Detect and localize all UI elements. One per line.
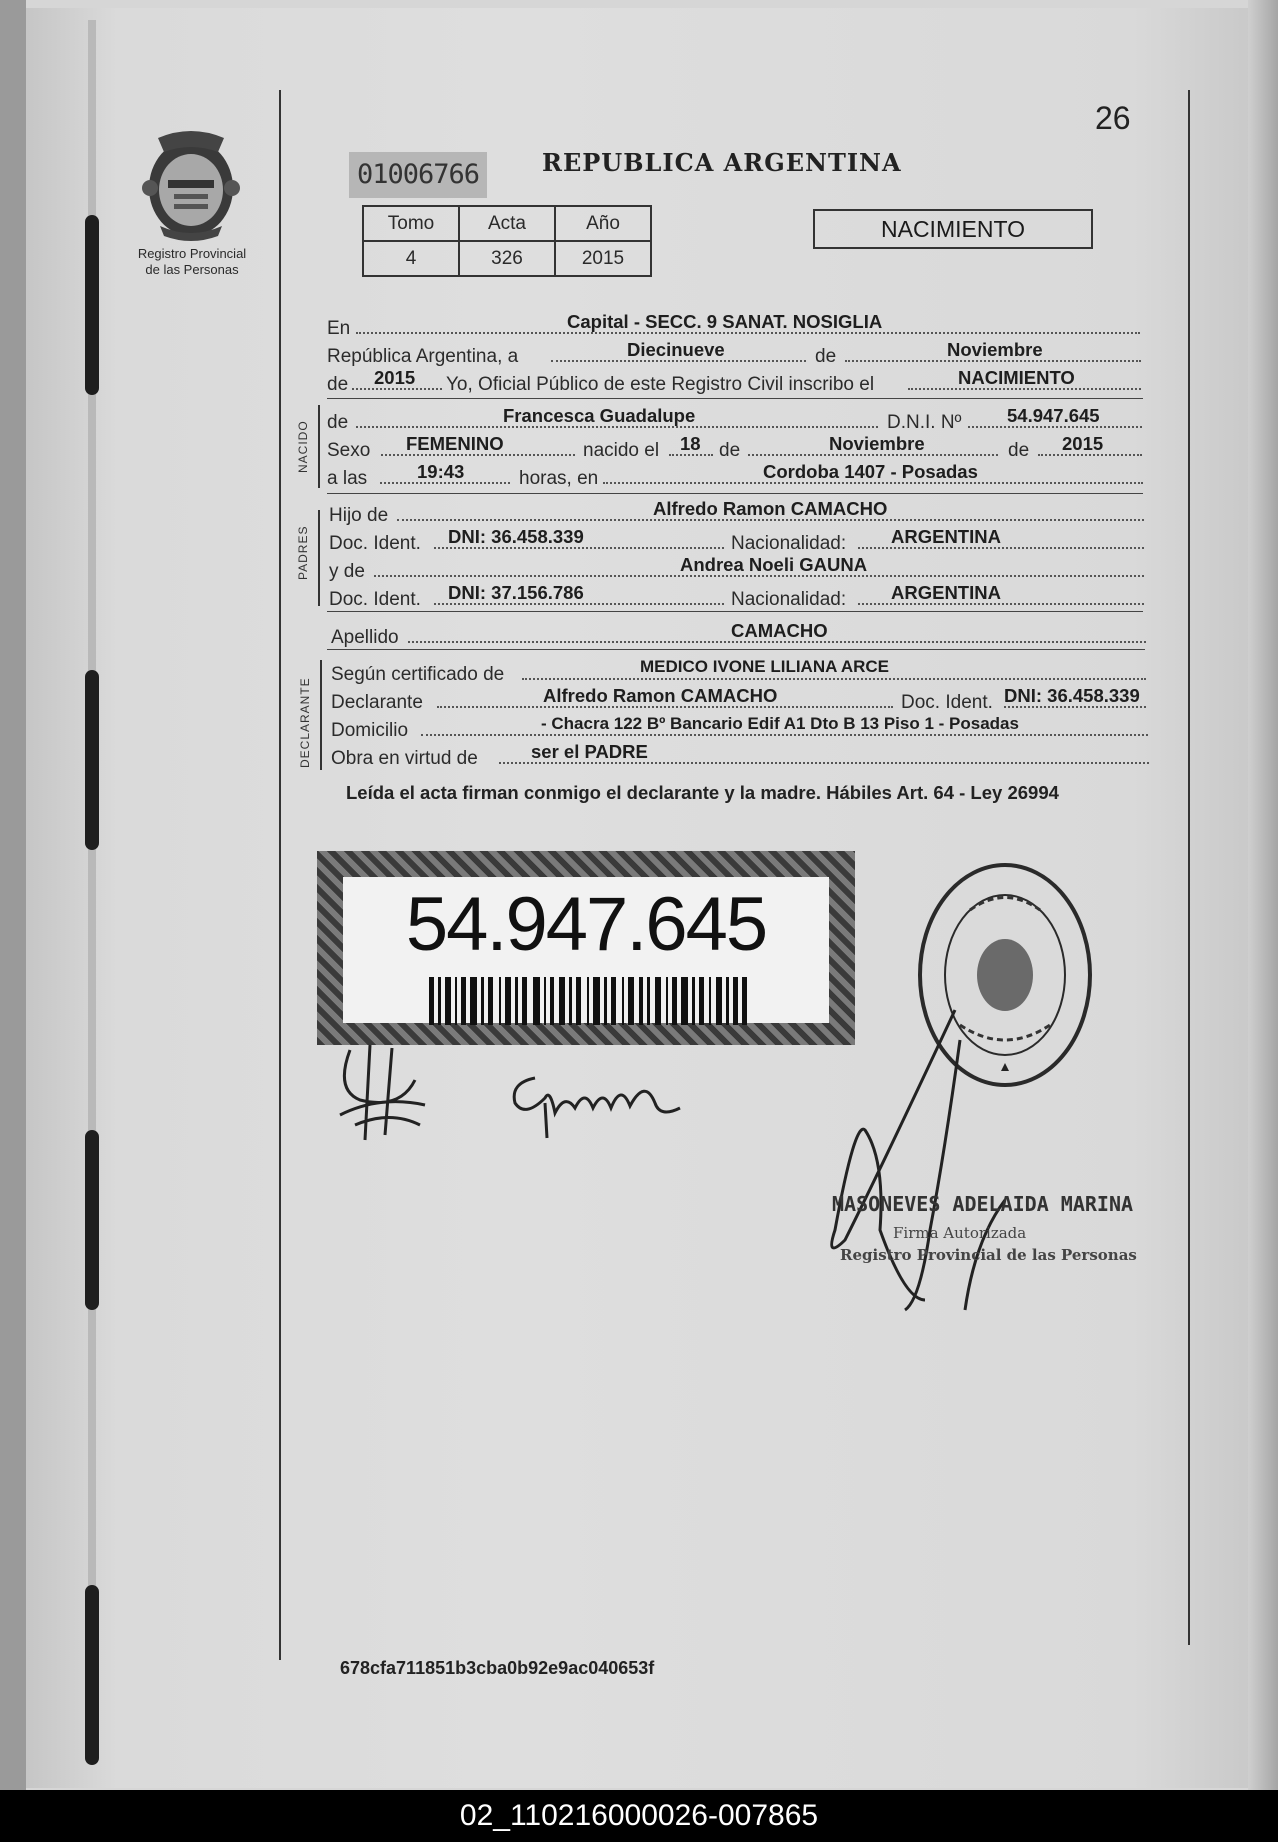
nacido-el-label: nacido el: [583, 440, 660, 461]
record-type-box: NACIMIENTO: [813, 209, 1093, 249]
oficial-text: Yo, Oficial Público de este Registro Civil inscribo el: [446, 374, 875, 395]
sexo-value: FEMENINO: [406, 433, 504, 454]
document-hash: 678cfa711851b3cba0b92e9ac040653f: [340, 1658, 655, 1678]
declarante-label: Declarante: [331, 692, 423, 713]
registrar-signature: [330, 1040, 430, 1150]
section-divider: [327, 398, 1143, 399]
tomo-acta-table: [362, 205, 652, 277]
birth-year-value: 2015: [1062, 433, 1104, 454]
page-number: 26: [1095, 100, 1131, 136]
registry-caption: Registro Provincial de las Personas: [137, 246, 247, 277]
de-label: de: [327, 412, 349, 433]
nacionalidad-label: Nacionalidad:: [731, 533, 847, 554]
page-edge: [1248, 0, 1278, 1790]
nacido-section-label: NACIDO: [296, 420, 310, 473]
table-header: Tomo: [363, 206, 459, 241]
section-divider: [327, 649, 1145, 650]
dni-label: D.N.I. Nº: [887, 412, 962, 433]
table-cell: 326: [459, 241, 555, 276]
binding-stitch: [85, 215, 99, 395]
y-de-label: y de: [329, 561, 365, 582]
de-label: de: [1008, 440, 1030, 461]
binding-stitch: [85, 1585, 99, 1765]
year-value: 2015: [374, 367, 416, 388]
dotted-line: [421, 734, 1148, 736]
place-value: Capital - SECC. 9 SANAT. NOSIGLIA: [567, 311, 883, 332]
form-right-border: [1188, 90, 1190, 1645]
section-bar: [318, 510, 320, 606]
doc-ident-label: Doc. Ident.: [329, 589, 421, 610]
birth-month-value: Noviembre: [829, 433, 925, 454]
republica-label: República Argentina, a: [327, 346, 519, 367]
table-header: Año: [555, 206, 651, 241]
mother-name-value: Andrea Noeli GAUNA: [680, 554, 868, 575]
nacionalidad-label: Nacionalidad:: [731, 589, 847, 610]
table-cell: 4: [363, 241, 459, 276]
father-name-value: Alfredo Ramon CAMACHO: [653, 498, 888, 519]
province-seal-icon: [138, 128, 244, 244]
declarante-section-label: DECLARANTE: [298, 677, 312, 768]
table-header: Acta: [459, 206, 555, 241]
birth-time-value: 19:43: [417, 461, 465, 482]
doc-ident-label: Doc. Ident.: [329, 533, 421, 554]
barcode-icon: [429, 977, 749, 1025]
declarante-value: Alfredo Ramon CAMACHO: [543, 685, 778, 706]
mother-nationality-value: ARGENTINA: [891, 582, 1001, 603]
child-name-value: Francesca Guadalupe: [503, 405, 696, 426]
authorized-signature: [805, 1000, 1115, 1330]
de-label: de: [327, 374, 349, 395]
mother-doc-value: DNI: 37.156.786: [448, 582, 584, 603]
day-value: Diecinueve: [627, 339, 725, 360]
inscribo-value: NACIMIENTO: [958, 367, 1075, 388]
domicilio-label: Domicilio: [331, 720, 409, 741]
de-label: de: [815, 346, 837, 367]
padres-section-label: PADRES: [296, 525, 310, 580]
table-cell: 2015: [555, 241, 651, 276]
section-divider: [327, 611, 1143, 612]
month-value: Noviembre: [947, 339, 1043, 360]
segun-label: Según certificado de: [331, 664, 505, 685]
horas-en-label: horas, en: [519, 468, 599, 489]
section-bar: [320, 660, 322, 770]
dni-barcode-card: [317, 851, 855, 1045]
table-row: [363, 241, 651, 276]
binding-stitch: [85, 670, 99, 850]
section-bar: [318, 405, 320, 488]
birth-day-value: 18: [680, 433, 701, 454]
child-dni-value: 54.947.645: [1007, 405, 1100, 426]
barcode-number: 54.947.645: [405, 882, 767, 967]
apellido-label: Apellido: [331, 627, 399, 648]
form-left-border: [279, 90, 281, 1660]
section-divider: [327, 493, 1143, 494]
barcode-panel: [343, 877, 829, 1023]
doc-ident-label: Doc. Ident.: [901, 692, 993, 713]
authorized-office-stamp: Registro Provincial de las Personas: [840, 1246, 1137, 1264]
obra-value: ser el PADRE: [531, 741, 648, 762]
authorized-role-stamp: Firma Autorizada: [893, 1224, 1027, 1242]
declarante-doc-value: DNI: 36.458.339: [1004, 685, 1140, 706]
birth-place-value: Cordoba 1407 - Posadas: [763, 461, 978, 482]
scan-id-footer: 02_110216000026-007865: [0, 1790, 1278, 1842]
declarant-signature: [505, 1058, 695, 1143]
de-label: de: [719, 440, 741, 461]
dotted-line: [522, 678, 1146, 680]
table-header-row: [363, 206, 651, 241]
a-las-label: a las: [327, 468, 368, 489]
apellido-value: CAMACHO: [731, 620, 828, 641]
en-label: En: [327, 318, 351, 339]
page-title: REPUBLICA ARGENTINA: [542, 148, 902, 177]
obra-label: Obra en virtud de: [331, 748, 478, 769]
closing-statement: Leída el acta firman conmigo el declarante y la madre. Hábiles Art. 64 - Ley 26994: [346, 782, 1059, 803]
domicilio-value: - Chacra 122 Bº Bancario Edif A1 Dto B 13 Piso 1 - Posadas: [541, 714, 1019, 733]
father-doc-value: DNI: 36.458.339: [448, 526, 584, 547]
sexo-label: Sexo: [327, 440, 371, 461]
hijo-de-label: Hijo de: [329, 505, 389, 526]
book-spine: [0, 0, 26, 1790]
certificado-value: MEDICO IVONE LILIANA ARCE: [640, 657, 890, 676]
binding-stitch: [85, 1130, 99, 1310]
father-nationality-value: ARGENTINA: [891, 526, 1001, 547]
authorized-name-stamp: MASONEVES ADELAIDA MARINA: [832, 1192, 1134, 1216]
serial-stamp: 01006766: [349, 152, 487, 198]
